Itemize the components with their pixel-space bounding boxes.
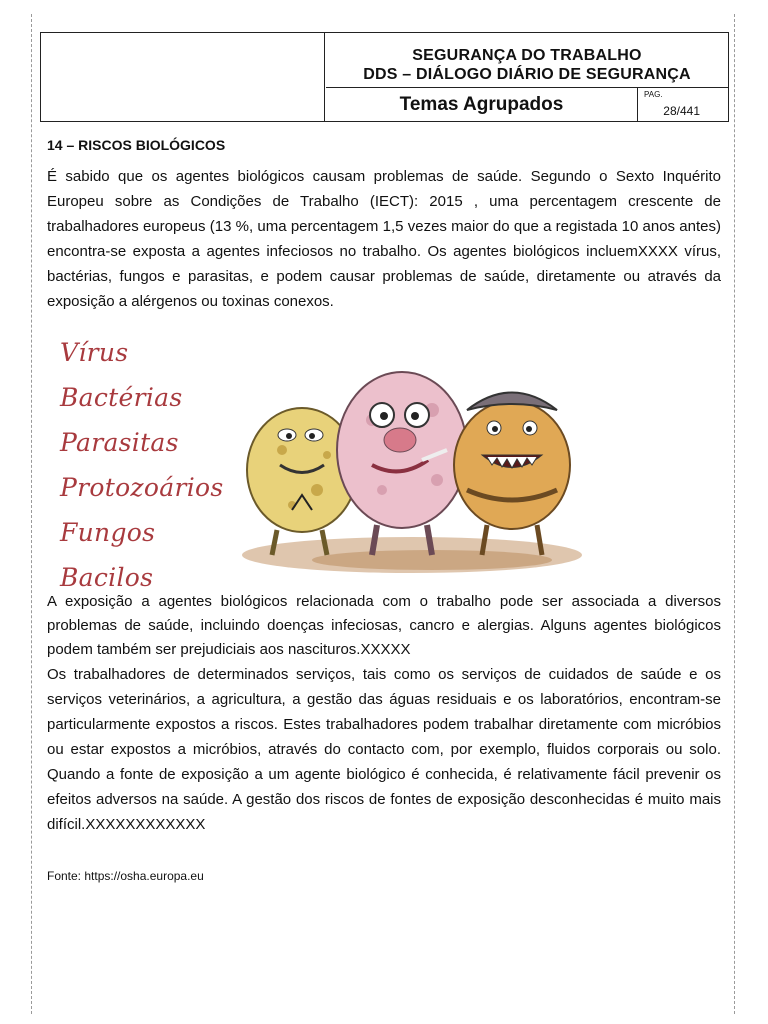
- word-parasitas: Parasitas: [60, 428, 179, 457]
- header-subrow: [326, 87, 728, 121]
- page-number: 28/441: [663, 104, 700, 118]
- paragraph-health-problems: A exposição a agentes biológicos relacionada com o trabalho pode ser associada a diversos problemas de saúde, incluindo doenças infeciosas, cancro e alergias. Alguns agentes biológicos podem também ser prejudiciais aos nascituros.XXXXX: [47, 593, 721, 658]
- paragraph-intro: É sabido que os agentes biológicos causam problemas de saúde. Segundo o Sexto Inquérito Europeu sobre as Condições de Trabalho (IECT): 2015 , uma percentagem crescente de trabalhadores europeus (13 %, uma percentagem 1,5 vezes maior do que a registada 10 anos antes) encontra-se exposta a agentes infeciosos no trabalho. Os agentes biológicos incluemXXXX vírus, bactérias, fungos e parasitas, e podem causar problemas de saúde, diretamente ou através da exposição a alérgenos ou toxinas conexos.: [47, 168, 721, 310]
- header-subtitle: Temas Agrupados: [326, 88, 638, 121]
- word-virus: Vírus: [60, 338, 129, 367]
- section-title: 14 – RISCOS BIOLÓGICOS: [47, 137, 226, 153]
- paragraph-workers-exposure: Os trabalhadores de determinados serviços, tais como os serviços de cuidados de saúde e os serviços veterinários, a agricultura, a gestão das águas residuais e os laboratórios, encontram-se particularmente expostos a riscos. Estes trabalhadores podem trabalhar diretamente com micróbios ou estar expostos a micróbios, através do contacto com, por exemplo, fluidos corporais ou solo. Quando a fonte de exposição a um agente biológico é conhecida, é relativamente fácil prevenir os efeitos adversos na saúde. A gestão dos riscos de fontes de exposição desconhecidas é muito mais difícil.XXXXXXXXXXXX: [47, 666, 721, 833]
- page-label: PAG.: [644, 90, 663, 99]
- microbe-cartoon-image: [232, 340, 592, 580]
- word-protozoarios: Protozoários: [60, 473, 224, 502]
- logo-area: [41, 33, 325, 121]
- word-bacterias: Bactérias: [60, 383, 183, 412]
- header-title: SEGURANÇA DO TRABALHO: [412, 47, 642, 64]
- header-title-line2: DDS – DIÁLOGO DIÁRIO DE SEGURANÇA: [363, 66, 691, 83]
- word-fungos: Fungos: [60, 518, 156, 547]
- middle-microbe-figure: [337, 372, 467, 555]
- word-bacilos: Bacilos: [60, 563, 154, 592]
- agent-word-list: [60, 330, 223, 600]
- right-microbe-figure: [454, 393, 570, 556]
- document-header: [40, 32, 729, 122]
- source-reference: Fonte: https://osha.europa.eu: [47, 869, 204, 883]
